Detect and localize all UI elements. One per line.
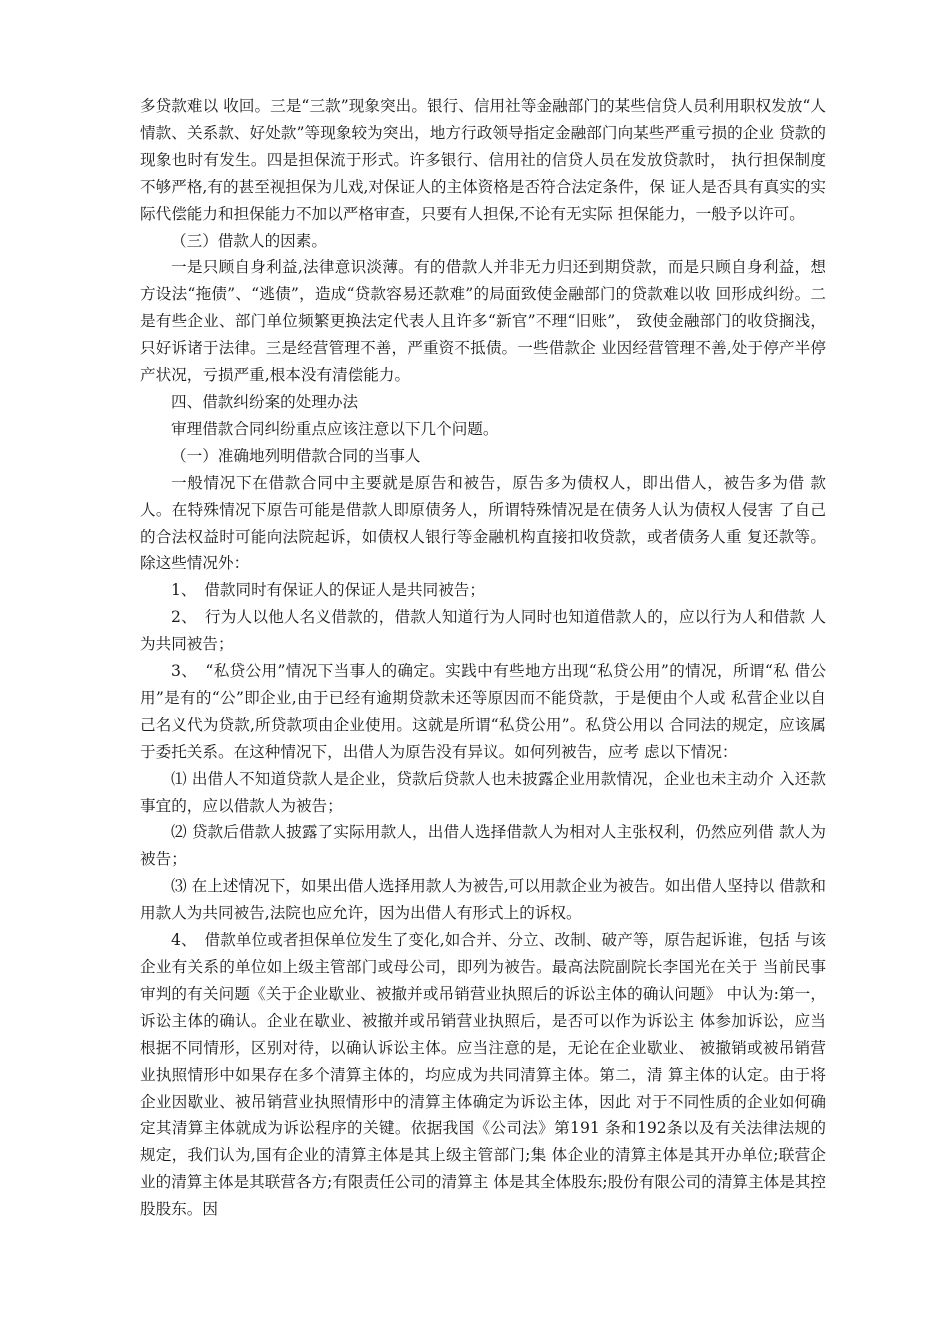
sub-item-3: ⑶ 在上述情况下，如果出借人选择用款人为被告,可以用款企业为被告。如出借人坚持以 借款和用款人为共同被告,法院也应允许，因为出借人有形式上的诉权。	[140, 877, 826, 923]
list-item-2: 2、 行为人以他人名义借款的，借款人知道行为人同时也知道借款人的，应以行为人和借款 人为共同被告；	[140, 608, 826, 654]
section-heading: 四、借款纠纷案的处理办法	[171, 392, 359, 411]
paragraph-3: 一是只顾自身利益,法律意识淡薄。有的借款人并非无力归还到期贷款，而是只顾自身利益，想方设法“拖债”、“逃债”，造成“贷款容易还款难”的局面致使金融部门的贷款难以收 回形成纠纷。二是有些企业、部门单位频繁更换法定代表人且许多“新官”不理“旧账”， 致使金融部门的收贷搁浅，只好诉诸于法律。三是经营管理不善，严重资不抵债。一些借款企 业因经营管理不善,处于停产半停产状况，亏损严重,根本没有清偿能力。	[140, 258, 826, 385]
paragraph-1: 多贷款难以 收回。三是“三款”现象突出。银行、信用社等金融部门的某些信贷人员利用职权发放“人 情款、关系款、好处款”等现象较为突出，地方行政领导指定金融部门向某些严重亏损的企业 贷款的现象也时有发生。四是担保流于形式。许多银行、信用社的信贷人员在发放贷款时， 执行担保制度不够严格,有的甚至视担保为儿戏,对保证人的主体资格是否符合法定条件，保 证人是否具有真实的实际代偿能力和担保能力不加以严格审查，只要有人担保,不论有无实际 担保能力，一般予以许可。	[140, 97, 826, 223]
sub-item-2: ⑵ 贷款后借款人披露了实际用款人，出借人选择借款人为相对人主张权利，仍然应列借 款人为被告；	[140, 823, 826, 869]
subsection-heading: （一）准确地列明借款合同的当事人	[171, 446, 421, 465]
paragraph-5: 审理借款合同纠纷重点应该注意以下几个问题。	[171, 419, 499, 438]
list-item-3: 3、 “私贷公用”情况下当事人的确定。实践中有些地方出现“私贷公用”的情况，所谓“私 借公用”是有的“公”即企业,由于已经有逾期贷款未还等原因而不能贷款，于是便由个人或 私营企业以自己名义代为贷款,所贷款项由企业使用。这就是所谓“私贷公用”。私贷公用以 合同法的规定，应该属于委托关系。在这种情况下，出借人为原告没有异议。如何列被告，应考 虑以下情况：	[140, 662, 826, 761]
sub-item-1: ⑴ 出借人不知道贷款人是企业，贷款后贷款人也未披露企业用款情况，企业也未主动介 入还款事宜的，应以借款人为被告；	[140, 769, 826, 815]
document-body	[140, 93, 826, 1223]
list-item-4: 4、 借款单位或者担保单位发生了变化,如合并、分立、改制、破产等，原告起诉谁，包括 与该企业有关系的单位如上级主管部门或母公司，即列为被告。最高法院副院长李国光在关于 当前民事审判的有关问题《关于企业歇业、被撤并或吊销营业执照后的诉讼主体的确认问题》 中认为:第一，诉讼主体的确认。企业在歇业、被撤并或吊销营业执照后，是否可以作为诉讼主 体参加诉讼，应当根据不同情形，区别对待，以确认诉讼主体。应当注意的是，无论在企业歇业、 被撤销或被吊销营业执照情形中如果存在多个清算主体的，均应成为共同清算主体。第二，清 算主体的认定。由于将企业因歇业、被吊销营业执照情形中的清算主体确定为诉讼主体，因此 对于不同性质的企业如何确定其清算主体就成为诉讼程序的关键。依据我国《公司法》第191 条和192条以及有关法律法规的规定，我们认为,国有企业的清算主体是其上级主管部门;集 体企业的清算主体是其开办单位;联营企业的清算主体是其联营各方;有限责任公司的清算主 体是其全体股东;股份有限公司的清算主体是其控股股东。因	[140, 931, 826, 1219]
list-item-1: 1、 借款同时有保证人的保证人是共同被告；	[171, 581, 485, 600]
paragraph-2: （三）借款人的因素。	[171, 231, 327, 250]
paragraph-7: 一般情况下在借款合同中主要就是原告和被告，原告多为债权人，即出借人，被告多为借 款人。在特殊情况下原告可能是借款人即原债务人，所谓特殊情况是在债务人认为债权人侵害 了自己的合法权益时可能向法院起诉，如债权人银行等金融机构直接扣收贷款，或者债务人重 复还款等。除这些情况外：	[140, 473, 826, 573]
